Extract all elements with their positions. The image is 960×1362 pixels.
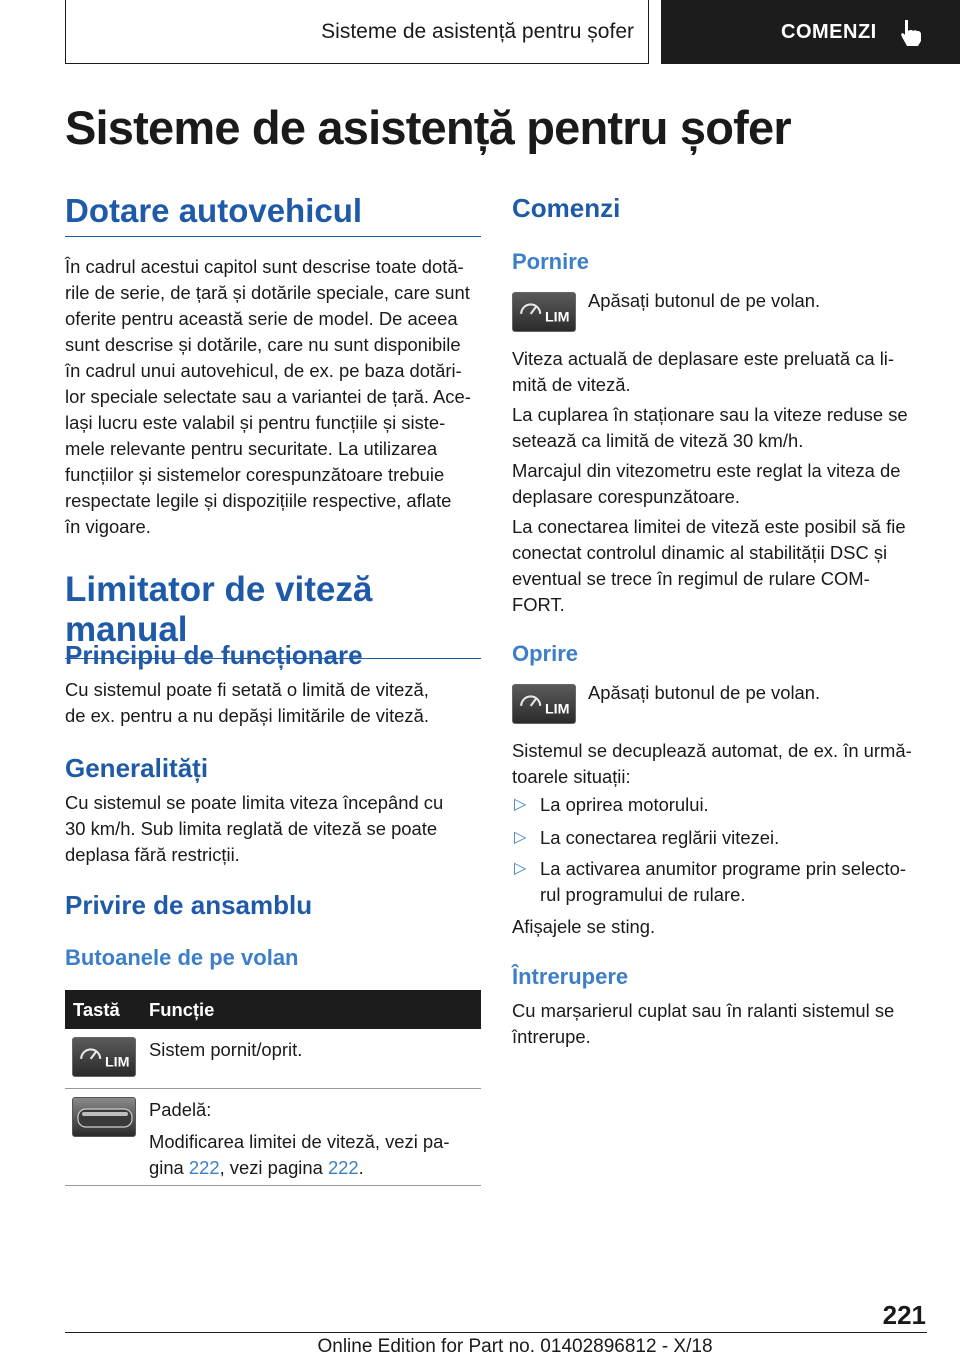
text-line: în vigoare. <box>65 516 151 537</box>
text-line: Cu marșarierul cuplat sau în ralanti sistemul se <box>512 1000 895 1021</box>
text-line: respectate legile și dispozițiile respective, aflate <box>65 490 452 511</box>
paragraph-pornire-3 <box>512 458 927 510</box>
paragraph-pornire-4 <box>512 514 927 618</box>
paragraph-oprire-2: Afișajele se sting. <box>512 916 656 937</box>
table-row <box>65 1029 481 1089</box>
heading-dotare: Dotare autovehicul <box>65 192 481 237</box>
paragraph-pornire-1 <box>512 346 927 398</box>
heading-comenzi: Comenzi <box>512 193 621 223</box>
paddle-desc-line <box>149 1155 481 1181</box>
lim-button-icon <box>512 684 576 724</box>
text-line: rul programului de rulare. <box>540 884 746 905</box>
text-line: În cadrul acestui capitol sunt descrise toate dotă- <box>65 256 464 277</box>
heading-generalitati: Generalități <box>65 753 209 783</box>
text-line: funcțiilor și sistemelor corespunzătoare trebuie <box>65 464 445 485</box>
footer-edition: Online Edition for Part no. 01402896812 - X/18 <box>317 1336 713 1357</box>
text-line: întrerupe. <box>512 1026 591 1047</box>
triangle-bullet-icon: ▷ <box>514 829 527 846</box>
text-line: oferite pentru această serie de model. De aceea <box>65 308 458 329</box>
paragraph-intrerupere <box>512 998 927 1050</box>
list-item-text <box>540 792 927 818</box>
text-line: La oprirea motorului. <box>540 794 709 815</box>
pointing-hand-icon <box>899 17 925 47</box>
paddle-graphic <box>73 1098 137 1138</box>
heading-principiu: Principiu de funcționare <box>65 640 363 670</box>
lim-button-graphic <box>73 1038 135 1076</box>
text-line: Viteza actuală de deplasare este preluată ca li- <box>512 348 895 369</box>
lim-button-graphic <box>513 293 575 331</box>
lim-button-text: LIM <box>104 1054 130 1071</box>
paddle-title: Padelă: <box>149 1099 212 1120</box>
footer-divider <box>65 1332 927 1333</box>
text-line: mită de viteză. <box>512 374 631 395</box>
paddle-desc-line: Modificarea limitei de viteză, vezi pa- <box>149 1131 450 1152</box>
page-link-222[interactable]: 222 <box>327 1157 359 1178</box>
paragraph-dotare <box>65 254 481 540</box>
table-header <box>65 990 481 1029</box>
text-line: deplasare corespunzătoare. <box>512 486 740 507</box>
text-line: La activarea anumitor programe prin selecto- <box>540 858 906 879</box>
lim-button-text: LIM <box>544 309 570 326</box>
page-link-222[interactable]: 222 <box>188 1157 220 1178</box>
text-line: lași lucru este valabil și pentru funcțiile și siste- <box>65 412 446 433</box>
text-line: deplasa fără restricții. <box>65 844 240 865</box>
lim-button-icon <box>512 292 576 332</box>
text-line: Cu sistemul se poate limita viteza începând cu <box>65 792 444 813</box>
lim-button-text: LIM <box>544 701 570 718</box>
text-line: FORT. <box>512 594 565 615</box>
list-item-text <box>540 856 927 908</box>
heading-limitator: Limitator de viteză manual <box>65 570 481 659</box>
page-title: Sisteme de asistență pentru șofer <box>65 101 791 154</box>
table-header-function: Funcție <box>149 999 215 1020</box>
text-line: lor speciale selectate sau a variantei de țară. Ace- <box>65 386 471 407</box>
text-line: La conectarea reglării vitezei. <box>540 827 780 848</box>
text-line: setează ca limită de viteză 30 km/h. <box>512 430 804 451</box>
text-line: La cuplarea în staționare sau la viteze reduse se <box>512 404 908 425</box>
text-line: Cu sistemul poate fi setată o limită de viteză, <box>65 679 429 700</box>
paragraph-oprire-1 <box>512 738 927 790</box>
table-header-key: Tastă <box>73 999 120 1020</box>
paragraph-pornire-2 <box>512 402 927 454</box>
paddle-icon <box>72 1097 136 1137</box>
text-line: La conectarea limitei de viteză este posibil să fie <box>512 516 906 537</box>
list-item-text <box>540 825 927 851</box>
lim-button-icon <box>72 1037 136 1077</box>
text-line: toarele situații: <box>512 766 631 787</box>
heading-privire: Privire de ansamblu <box>65 890 313 920</box>
header-section-box <box>65 0 649 64</box>
text-line: rile de serie, de țară și dotările speciale, care sunt <box>65 282 470 303</box>
pornire-instruction: Apăsați butonul de pe volan. <box>588 290 821 311</box>
text-fragment: , vezi pagina <box>219 1157 328 1178</box>
table-row <box>65 1089 481 1186</box>
text-line: 30 km/h. Sub limita reglată de viteză se poate <box>65 818 438 839</box>
triangle-bullet-icon: ▷ <box>514 860 527 877</box>
page-number: 221 <box>882 1300 926 1330</box>
text-fragment: . <box>358 1157 364 1178</box>
paragraph-generalitati <box>65 790 481 868</box>
text-line: eventual se trece în regimul de rulare COM- <box>512 568 870 589</box>
heading-intrerupere: Întrerupere <box>512 964 629 989</box>
header-chapter-label: COMENZI <box>781 20 877 43</box>
text-fragment: gina <box>149 1157 189 1178</box>
heading-oprire: Oprire <box>512 641 579 666</box>
text-line: Sistemul se decuplează automat, de ex. în urmă- <box>512 740 912 761</box>
text-line: sunt descrise și dotările, care nu sunt disponibile <box>65 334 461 355</box>
table-cell-system: Sistem pornit/oprit. <box>149 1039 303 1060</box>
header-chapter-tab[interactable] <box>661 0 960 64</box>
text-line: conectat controlul dinamic al stabilității DSC și <box>512 542 888 563</box>
lim-button-graphic <box>513 685 575 723</box>
header-section-title: Sisteme de asistență pentru șofer <box>321 19 634 43</box>
text-line: mele relevante pentru securitate. La utilizarea <box>65 438 438 459</box>
oprire-instruction: Apăsați butonul de pe volan. <box>588 682 821 703</box>
table-cell-paddle <box>149 1097 481 1181</box>
text-line: de ex. pentru a nu depăși limitările de viteză. <box>65 705 429 726</box>
text-line: Marcajul din vitezometru este reglat la viteza de <box>512 460 901 481</box>
paragraph-principiu <box>65 677 481 729</box>
heading-pornire: Pornire <box>512 249 590 274</box>
heading-butoane: Butoanele de pe volan <box>65 945 299 970</box>
triangle-bullet-icon: ▷ <box>514 796 527 813</box>
text-line: în cadrul unui autovehicul, de ex. pe baza dotări- <box>65 360 462 381</box>
buttons-table <box>65 990 481 1186</box>
